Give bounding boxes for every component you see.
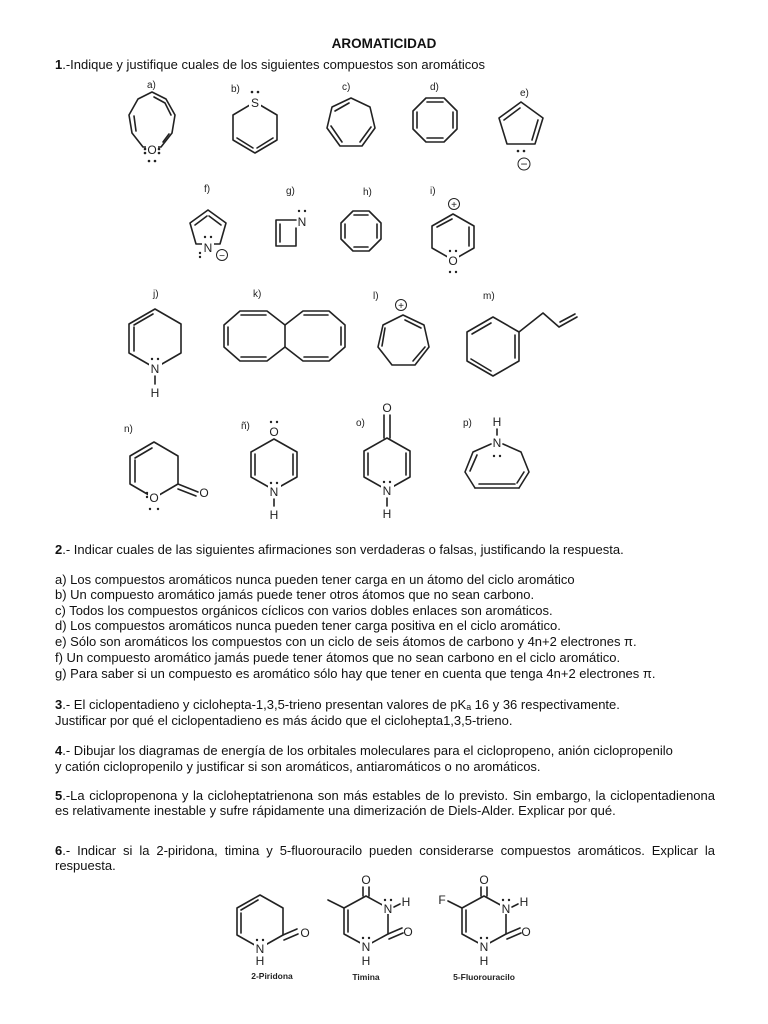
atom-O: O xyxy=(382,401,392,415)
atom-H: H xyxy=(492,415,502,429)
atom-H: H xyxy=(479,954,489,968)
atom-O: O xyxy=(448,254,458,268)
question-4-line-2: y catión ciclopropenilo y justificar si son aromáticos, antiaromáticos o no aromáticos. xyxy=(55,759,541,774)
structure-label: a) xyxy=(147,80,156,91)
question-text: .-La ciclopropenona y la cicloheptatrienona son más estables de lo previsto. Sin embargo, la ciclopentadienona es relativamente inestable y sufre rápidamente una dimerización de Diels-Alder. Explicar por qué. xyxy=(55,788,715,818)
charge-minus: − xyxy=(520,157,528,171)
structure-label: l) xyxy=(373,291,379,302)
question-number: 2 xyxy=(55,542,63,557)
structure-label: ñ) xyxy=(241,421,250,432)
caption-5-fluorouracilo: 5-Fluorouracilo xyxy=(453,972,515,982)
atom-N: N xyxy=(383,902,393,916)
structure-label: p) xyxy=(463,418,472,429)
structure-label: i) xyxy=(430,186,436,197)
question-text: .- Dibujar los diagramas de energía de los orbitales moleculares para el ciclopropeno, anión ciclopropenilo xyxy=(62,743,673,758)
question-text: .-Indique y justifique cuales de los siguientes compuestos son aromáticos xyxy=(62,57,485,72)
structure-label: c) xyxy=(342,82,351,93)
structure-label: j) xyxy=(153,289,159,300)
atom-N: N xyxy=(492,436,502,450)
structure-label: h) xyxy=(363,187,372,198)
structure-label: e) xyxy=(520,88,529,99)
question-number: 3 xyxy=(55,697,63,712)
atom-N: N xyxy=(150,362,160,376)
structure-i-pyrylium xyxy=(420,182,485,277)
atom-N: N xyxy=(361,940,371,954)
structure-timina xyxy=(318,872,418,987)
atom-N: N xyxy=(382,484,392,498)
page-title: AROMATICIDAD xyxy=(331,36,437,51)
structure-m-styrene xyxy=(455,285,585,385)
atom-N: N xyxy=(203,241,213,255)
statement-a: a) Los compuestos aromáticos nunca pueden tener carga en un átomo del ciclo aromático xyxy=(55,572,575,587)
atom-N: N xyxy=(269,485,279,499)
structure-label: d) xyxy=(430,82,439,93)
question-6 xyxy=(55,843,715,873)
statement-b: b) Un compuesto aromático jamás puede tener otros átomos que no sean carbono. xyxy=(55,587,535,602)
atom-O: O xyxy=(300,926,310,940)
structure-h-cyclooctatetraene xyxy=(335,185,395,265)
structure-label: n) xyxy=(124,424,133,435)
structure-f-pyrrolide-anion xyxy=(180,180,250,270)
structure-c-cycloheptatriene xyxy=(318,80,388,165)
question-text: .- El ciclopentadieno y ciclohepta-1,3,5-trieno presentan valores de pKₐ 16 y 36 respectivamente. xyxy=(62,697,620,712)
structure-o-pyridinone xyxy=(350,400,425,530)
atom-O: O xyxy=(149,491,159,505)
atom-S: S xyxy=(250,96,260,110)
question-number: 1 xyxy=(55,57,63,72)
atom-N: N xyxy=(255,942,265,956)
structure-2-piridona xyxy=(225,885,315,985)
question-text: .- Indicar cuales de las siguientes afirmaciones son verdaderas o falsas, justificando la respuesta. xyxy=(62,542,624,557)
charge-plus: + xyxy=(398,301,404,312)
atom-H: H xyxy=(361,954,371,968)
structure-enye-oxazine xyxy=(235,415,310,530)
charge-plus: + xyxy=(451,200,457,211)
question-text: .- Indicar si la 2-piridona, timina y 5-fluorouracilo pueden considerarse compuestos aromáticos. Explicar la respuesta. xyxy=(55,843,715,873)
atom-H: H xyxy=(269,508,279,522)
statement-d: d) Los compuestos aromáticos nunca pueden tener carga positiva en el ciclo aromático. xyxy=(55,618,561,633)
atom-O: O xyxy=(199,486,209,500)
question-4 xyxy=(55,743,673,758)
structure-p-azepine xyxy=(455,410,545,490)
charge-minus: − xyxy=(219,251,225,262)
structure-l-tropylium xyxy=(365,285,445,385)
structure-j-dihydropyridine xyxy=(115,285,195,405)
atom-H: H xyxy=(519,895,529,909)
atom-H: H xyxy=(401,895,411,909)
structure-k-bicyclic xyxy=(215,285,355,390)
structure-label: b) xyxy=(231,84,240,95)
caption-2-piridona: 2-Piridona xyxy=(251,971,293,981)
statement-f: f) Un compuesto aromático jamás puede tener átomos que no sean carbono en el ciclo aromático. xyxy=(55,650,621,665)
question-2 xyxy=(55,542,624,557)
structure-b-thiopyran xyxy=(225,80,290,165)
structure-label: o) xyxy=(356,418,365,429)
question-3-line-2: Justificar por qué el ciclopentadieno es más ácido que el ciclohepta1,3,5-trieno. xyxy=(55,713,513,728)
statement-c: c) Todos los compuestos orgánicos cíclicos con varios dobles enlaces son aromáticos. xyxy=(55,603,553,618)
question-1 xyxy=(55,57,485,72)
structure-n-pyranone xyxy=(118,418,218,518)
atom-H: H xyxy=(150,386,160,400)
atom-O: O xyxy=(521,925,531,939)
caption-timina: Timina xyxy=(352,972,380,982)
atom-H: H xyxy=(382,507,392,521)
question-number: 4 xyxy=(55,743,63,758)
atom-O: O xyxy=(479,873,489,887)
atom-O: O xyxy=(361,873,371,887)
atom-H: H xyxy=(255,954,265,968)
structure-label: f) xyxy=(204,184,211,195)
structure-d-cyclooctatetraene xyxy=(398,80,473,165)
structure-label: g) xyxy=(286,186,295,197)
structure-5-fluorouracilo xyxy=(430,872,540,987)
structure-e-cyclopentadienyl-anion xyxy=(488,82,558,177)
question-number: 6 xyxy=(55,843,63,858)
structure-a-oxepine xyxy=(115,78,195,173)
atom-N: N xyxy=(297,215,307,229)
atom-N: N xyxy=(479,940,489,954)
statement-e: e) Sólo son aromáticos los compuestos con un ciclo de seis átomos de carbono y 4n+2 electrones π. xyxy=(55,634,637,649)
question-5 xyxy=(55,788,715,818)
atom-O: O xyxy=(269,425,279,439)
structure-label: k) xyxy=(253,289,262,300)
question-number: 5 xyxy=(55,788,63,803)
atom-O: O xyxy=(147,143,157,157)
structure-label: m) xyxy=(483,291,495,302)
question-3 xyxy=(55,697,620,712)
statement-g: g) Para saber si un compuesto es aromático sólo hay que tener en cuenta que tenga 4n+2 electrones π. xyxy=(55,666,656,681)
atom-N: N xyxy=(501,902,511,916)
structure-g-azete xyxy=(268,182,318,252)
atom-F: F xyxy=(438,893,446,907)
atom-O: O xyxy=(403,925,413,939)
